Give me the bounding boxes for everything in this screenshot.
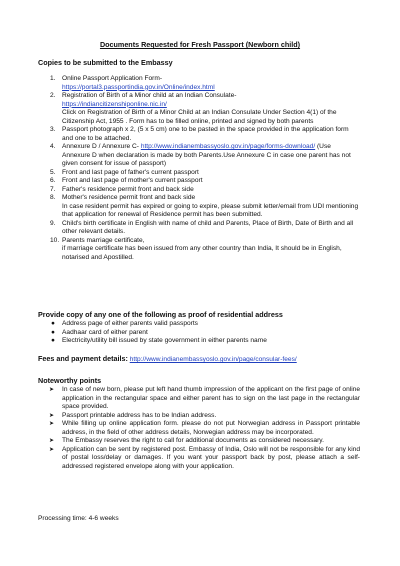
list-item: ● Aadhaar card of either parent xyxy=(51,328,148,336)
list-item: ● Electricity/utility bill issued by state government in either parents name xyxy=(51,337,267,344)
list-item: 6. Front and last page of mother's current passport xyxy=(50,177,203,184)
arrow-bullet-icon: ➤ xyxy=(49,387,55,393)
arrow-bullet-icon: ➤ xyxy=(49,446,55,453)
list-item: ➤ Application can be sent by registered post. Embassy of India, Oslo will not be responsible for any kind of postal loss/delay or damages. If you want your passport back by post, please attach a self-addressed registered envelope along with your application. xyxy=(49,445,360,470)
list-item: 4. Annexure D / Annexure C- http://www.indianembassyoslo.gov.in/page/forms-download/ (Use Annexure D when declaration is made by both Parents.Use Annexure C in case one parent has not given consent for issue of passport) xyxy=(50,143,351,167)
list-item: 1. Online Passport Application Form- https://portal3.passportindia.gov.in/Online/index.html xyxy=(38,75,360,92)
arrow-bullet-icon: ➤ xyxy=(49,421,55,427)
bullet-icon: ● xyxy=(51,337,55,344)
list-item: ● Address page of either parents valid passports xyxy=(51,320,198,327)
fees-label: Fees and payment details: xyxy=(38,354,128,363)
list-item: 7. Father's residence permit front and back side xyxy=(50,185,194,193)
list-item: 10. Parents marriage certificate, if marriage certificate has been issued from any other country than India, It should be in English, notarised and Apostilled. xyxy=(50,236,342,261)
noteworthy-heading: Noteworthy points xyxy=(38,376,102,385)
forms-download-link[interactable]: http://www.indianembassyoslo.gov.in/page/forms-download/ xyxy=(140,143,316,150)
portal-link[interactable]: https://portal3.passportindia.gov.in/Online/index.html xyxy=(62,83,215,91)
list-item: ➤ Passport printable address has to be Indian address. xyxy=(49,411,217,419)
list-item: 8. Mother's residence permit front and back side In case resident permit has expired or going to expire, please submit letter/email from UDI mentioning that application for renewal of Residence permit has been submitted. xyxy=(50,194,359,218)
list-item: ➤ In case of new born, please put left hand thumb impression of the applicant on the first page of online application in the rectangular space and either parent has to sign on the last page in the rectangular space provided. xyxy=(49,386,360,410)
arrow-bullet-icon: ➤ xyxy=(49,412,55,419)
processing-time: Processing time: 4-6 weeks xyxy=(38,515,119,522)
document-list xyxy=(38,75,360,262)
copies-heading: Copies to be submitted to the Embassy xyxy=(38,58,173,67)
list-item: 9. Child's birth certificate in English with name of child and Parents, Place of Birth, Date of Birth and all other relevant details. xyxy=(50,219,354,235)
list-item: 3. Passport photograph x 2, (5 x 5 cm) one to be pasted in the space provided in the application form and one to be attached. xyxy=(50,126,349,142)
document-title: Documents Requested for Fresh Passport (Newborn child) xyxy=(99,40,301,49)
list-item: ➤ While filling up online application form. please do not put Norwegian address in Passport printable address, in the field of other address details, Norwegian address may be incorporated. xyxy=(49,420,360,436)
bullet-icon: ● xyxy=(51,320,55,327)
residence-heading: Provide copy of any one of the following as proof of residential address xyxy=(38,310,283,319)
list-item: 5. Front and last page of father's current passport xyxy=(50,168,199,176)
citizenship-link[interactable]: https://indiancitizenshiponline.nic.in/ xyxy=(62,100,167,108)
residence-list xyxy=(38,320,360,346)
consular-fees-link[interactable]: http://www.indianembassyoslo.gov.in/page/consular-fees/ xyxy=(129,356,297,363)
list-item: 2. Registration of Birth of a Minor child at an Indian Consulate- https://indiancitizenshiponline.nic.in/ Click on Registration of Birth of a Minor Child at an Indian Consulate Under Section 4(1) of the Citizenship Act, 1955 . Form has to be filled online, printed and signed by both parents xyxy=(38,92,360,126)
list-item: ➤ The Embassy reserves the right to call for additional documents as considered necessary. xyxy=(49,437,324,444)
bullet-icon: ● xyxy=(51,328,55,336)
fees-line xyxy=(38,355,360,365)
noteworthy-list xyxy=(38,386,360,471)
arrow-bullet-icon: ➤ xyxy=(49,438,55,444)
